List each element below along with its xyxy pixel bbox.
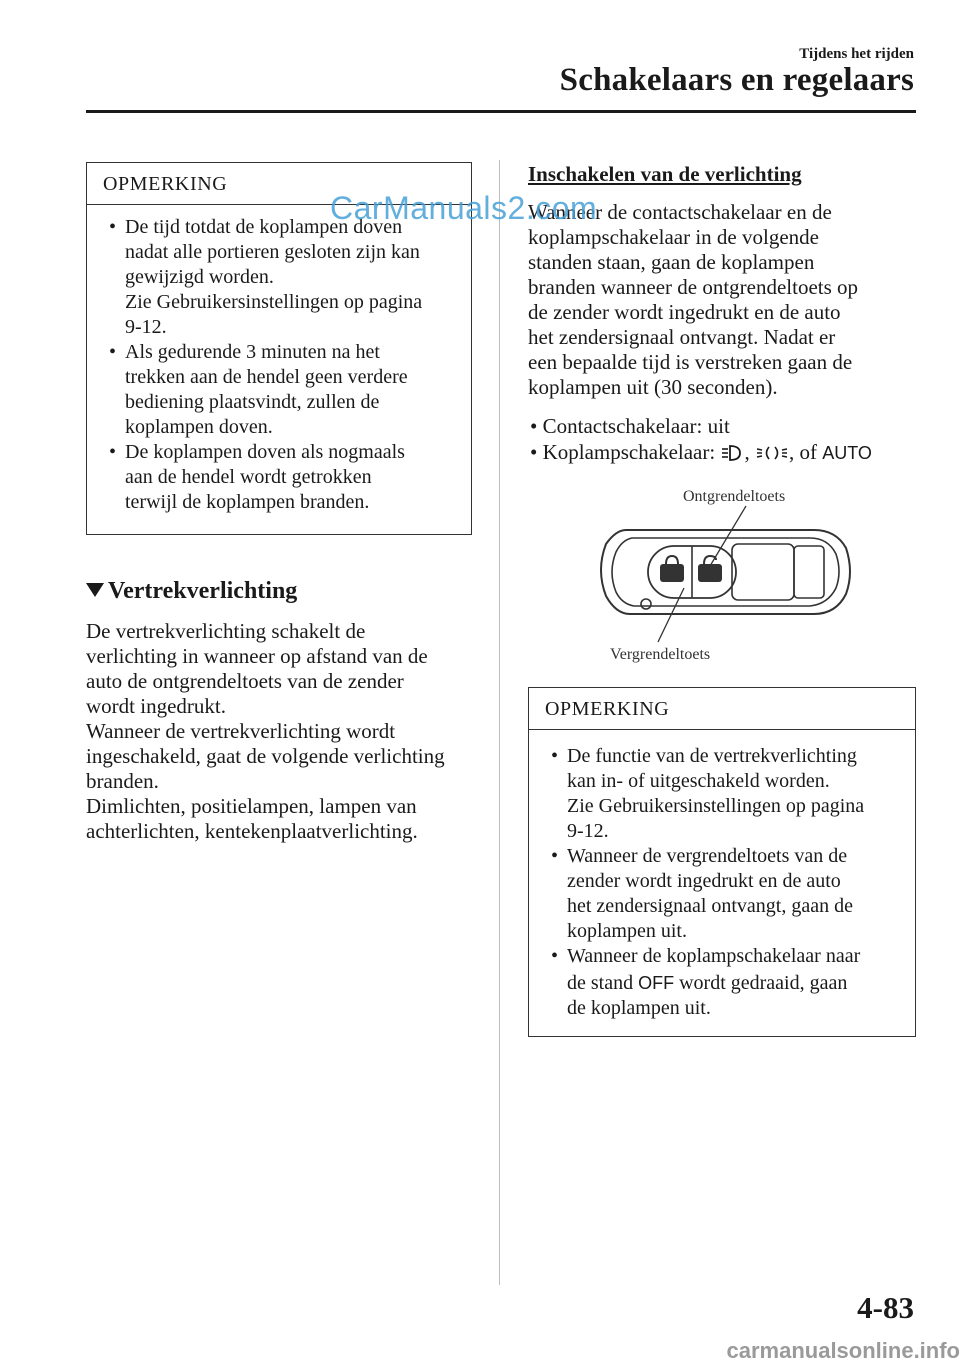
off-position-label: OFF [638,973,674,993]
note-body [529,730,915,1021]
auto-position-label: AUTO [822,443,872,463]
column-divider [499,160,500,1285]
key-fob-drawing [596,482,866,672]
note-item: • Wanneer de koplampschakelaar naar de stand OFF wordt gedraaid, gaan de koplampen uit. [529,944,901,1021]
section-title: Schakelaars en regelaars [560,62,914,99]
footer-watermark: carmanualsonline.info [727,1338,960,1364]
sub-heading: Inschakelen van de verlichting [528,162,802,187]
note-item: • De tijd totdat de koplampen doven nadat alle portieren gesloten zijn kan gewijzigd worden. Zie Gebruikersinstellingen op pagina 9-12. [87,215,457,340]
body-paragraph: De vertrekverlichting schakelt de verlichting in wanneer op afstand van de auto de ontgrendeltoets van de zender wordt ingedrukt. Wanneer de vertrekverlichting wordt ingeschakeld, gaat de volgende verlichting branden. Dimlichten, positielampen, lampen van achterlichten, kentekenplaatverlichting. [86,619,486,844]
note-title: OPMERKING [87,163,471,205]
page-number: 4-83 [857,1290,914,1326]
note-item: • Wanneer de vergrendeltoets van de zender wordt ingedrukt en de auto het zendersignaal ontvangt, gaan de koplampen uit. [529,844,901,944]
unlock-button-label: Ontgrendeltoets [683,488,785,506]
watermark: CarManuals2.com [330,190,597,227]
header-rule [86,110,916,113]
note-item: • De koplampen doven als nogmaals aan de hendel wordt getrokken terwijl de koplampen branden. [87,440,457,515]
note-box-right [528,687,916,1037]
note-body [87,205,471,515]
key-fob-figure [596,482,866,672]
note-item: • De functie van de vertrekverlichting kan in- of uitgeschakeld worden. Zie Gebruikersinstellingen op pagina 9-12. [529,744,901,844]
note-item: • Als gedurende 3 minuten na het trekken aan de hendel geen verdere bediening plaatsvindt, zullen de koplampen doven. [87,340,457,440]
headlight-icon [720,442,744,468]
section-heading: Vertrekverlichting [86,578,297,605]
triangle-marker-icon [86,583,104,597]
switch-positions-list [530,413,872,468]
list-item: • Contactschakelaar: uit [530,413,872,439]
list-item: • Koplampschakelaar: , , of AUTO [530,439,872,468]
note-title: OPMERKING [529,688,915,730]
lock-button-label: Vergrendeltoets [610,646,710,664]
parking-light-icon [755,442,789,468]
body-paragraph: Wanneer de contactschakelaar en de koplampschakelaar in de volgende standen staan, gaan de koplampen branden wanneer de ontgrendeltoets op de zender wordt ingedrukt en de auto het zendersignaal ontvangt. Nadat er een bepaalde tijd is verstreken gaan de koplampen uit (30 seconden). [528,200,918,400]
section-subtitle: Tijdens het rijden [799,46,914,63]
